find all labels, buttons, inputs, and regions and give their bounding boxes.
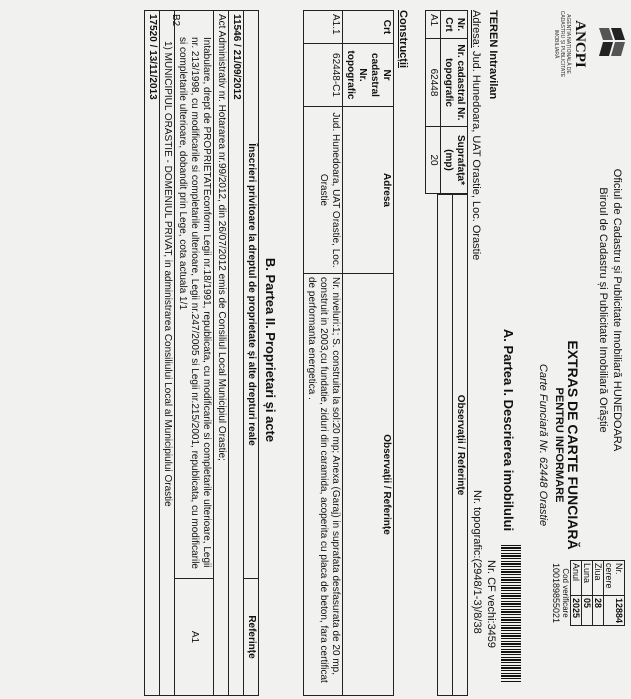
barcode bbox=[501, 545, 521, 683]
land-heading: TEREN Intravilan bbox=[487, 10, 499, 100]
document-subtitle: PENTRU INFORMARE bbox=[553, 387, 565, 503]
verification-code: 100189855021 bbox=[551, 562, 561, 624]
land-observations-table: Observații / Referințe bbox=[437, 194, 468, 696]
request-info-box: Nr. cerere 12884 Ziua 28 Luna 05 Anul 2025 Cod verificare 100189855021 bbox=[551, 560, 625, 626]
verification-code-label: Cod verificare bbox=[561, 568, 570, 618]
ownership-table: Înscrieri privitoare la dreptul de proprietate și alte drepturi reale Referințe 11546 / 21/09/2012 Act Administrativ nr. Hotararea nr.99/2012, din 26/07/2012 emis de Consiliul Local Municipiul Orastie; B2 Intabulare, drept de PROPRIETATEconform Legii nr.18/1991, republicata, cu modificarile si completarile ulterioare, Legii nr. 213/1998, cu modificarile si completarile ulterioare, Legii nr.247/2005 si Legii nr.215/2001, republicata, cu modificarile si completarile ulterioare, dobandit prin Lege, cota actuala 1/1 A1 1) MUNICIPIUL ORASTIE - DOMENIUL PRIVAT, in administrarea Consiliului Local al Municipiului Orastie 17520 / 13/11/2013 bbox=[144, 10, 259, 696]
table-row: A1.1 62448-C1 Jud. Hunedoara, UAT Orastie, Loc. Orastie Nr. niveluri:1; S. construita la sol:20 mp; Anexa (Garaj) in suprafata desfasurata de 20 mp, construit in 2003,cu fundatie, ziduri din caramida, acoperita cu placa de beton, fara certificat de performanta energetica . bbox=[304, 11, 343, 696]
ancpi-emblem-icon bbox=[595, 26, 625, 60]
table-row: A1 62448 20 bbox=[426, 11, 441, 194]
old-cf-number: Nr. CF vechi:3459 bbox=[485, 560, 497, 649]
part-b-heading: B. Partea II. Proprietari și acte bbox=[263, 257, 278, 443]
topographic-number: Nr. topografic:(2948/1-3)/8/38 bbox=[471, 490, 483, 634]
land-address: Adresa: Jud. Hunedoara, UAT Orastie, Loc. Orastie bbox=[470, 10, 482, 261]
office-line-1: Oficiul de Cadastru și Publicitate Imobiliară HUNEDOARA bbox=[611, 168, 623, 452]
office-line-2: Biroul de Cadastru și Publicitate Imobiliară Orăștie bbox=[597, 187, 609, 433]
part-a-heading: A. Partea I. Descrierea imobilului bbox=[501, 328, 516, 532]
table-row: B2 Intabulare, drept de PROPRIETATEconform Legii nr.18/1991, republicata, cu modificarile si completarile ulterioare, Legii nr. 213/1998, cu modificarile si completarile ulterioare, Legii nr.247/2005 si Legii nr.215/2001, republicata, cu modificarile si completarile ulterioare, dobandit prin Lege, cota actuala 1/1 A1 bbox=[175, 11, 214, 696]
constructions-heading: Construcții bbox=[397, 10, 409, 69]
land-table: Nr. Crt Nr. cadastral Nr. topografic Suprafața* (mp) A1 62448 20 bbox=[425, 10, 468, 194]
constructions-table: Crt Nr cadastral Nr. topografic Adresa Observații / Referințe A1.1 62448-C1 Jud. Hunedoara, UAT Orastie, Loc. Orastie Nr. niveluri:1; S. construita la sol:20 mp; Anexa (Garaj) in suprafata desfasurata de 20 mp, construit in 2003,cu fundatie, ziduri din caramida, acoperita cu placa de beton, fara certificat de performanta energetica . bbox=[303, 10, 394, 696]
ancpi-logo: ANCPI AGENȚIA NAȚIONALĂ DE CADASTRU ȘI PUBLICITATE IMOBILIARĂ bbox=[545, 6, 625, 82]
carte-funciara-number: Carte Funciară Nr. 62448 Orastie bbox=[537, 363, 549, 527]
document-title: EXTRAS DE CARTE FUNCIARĂ bbox=[565, 340, 581, 550]
